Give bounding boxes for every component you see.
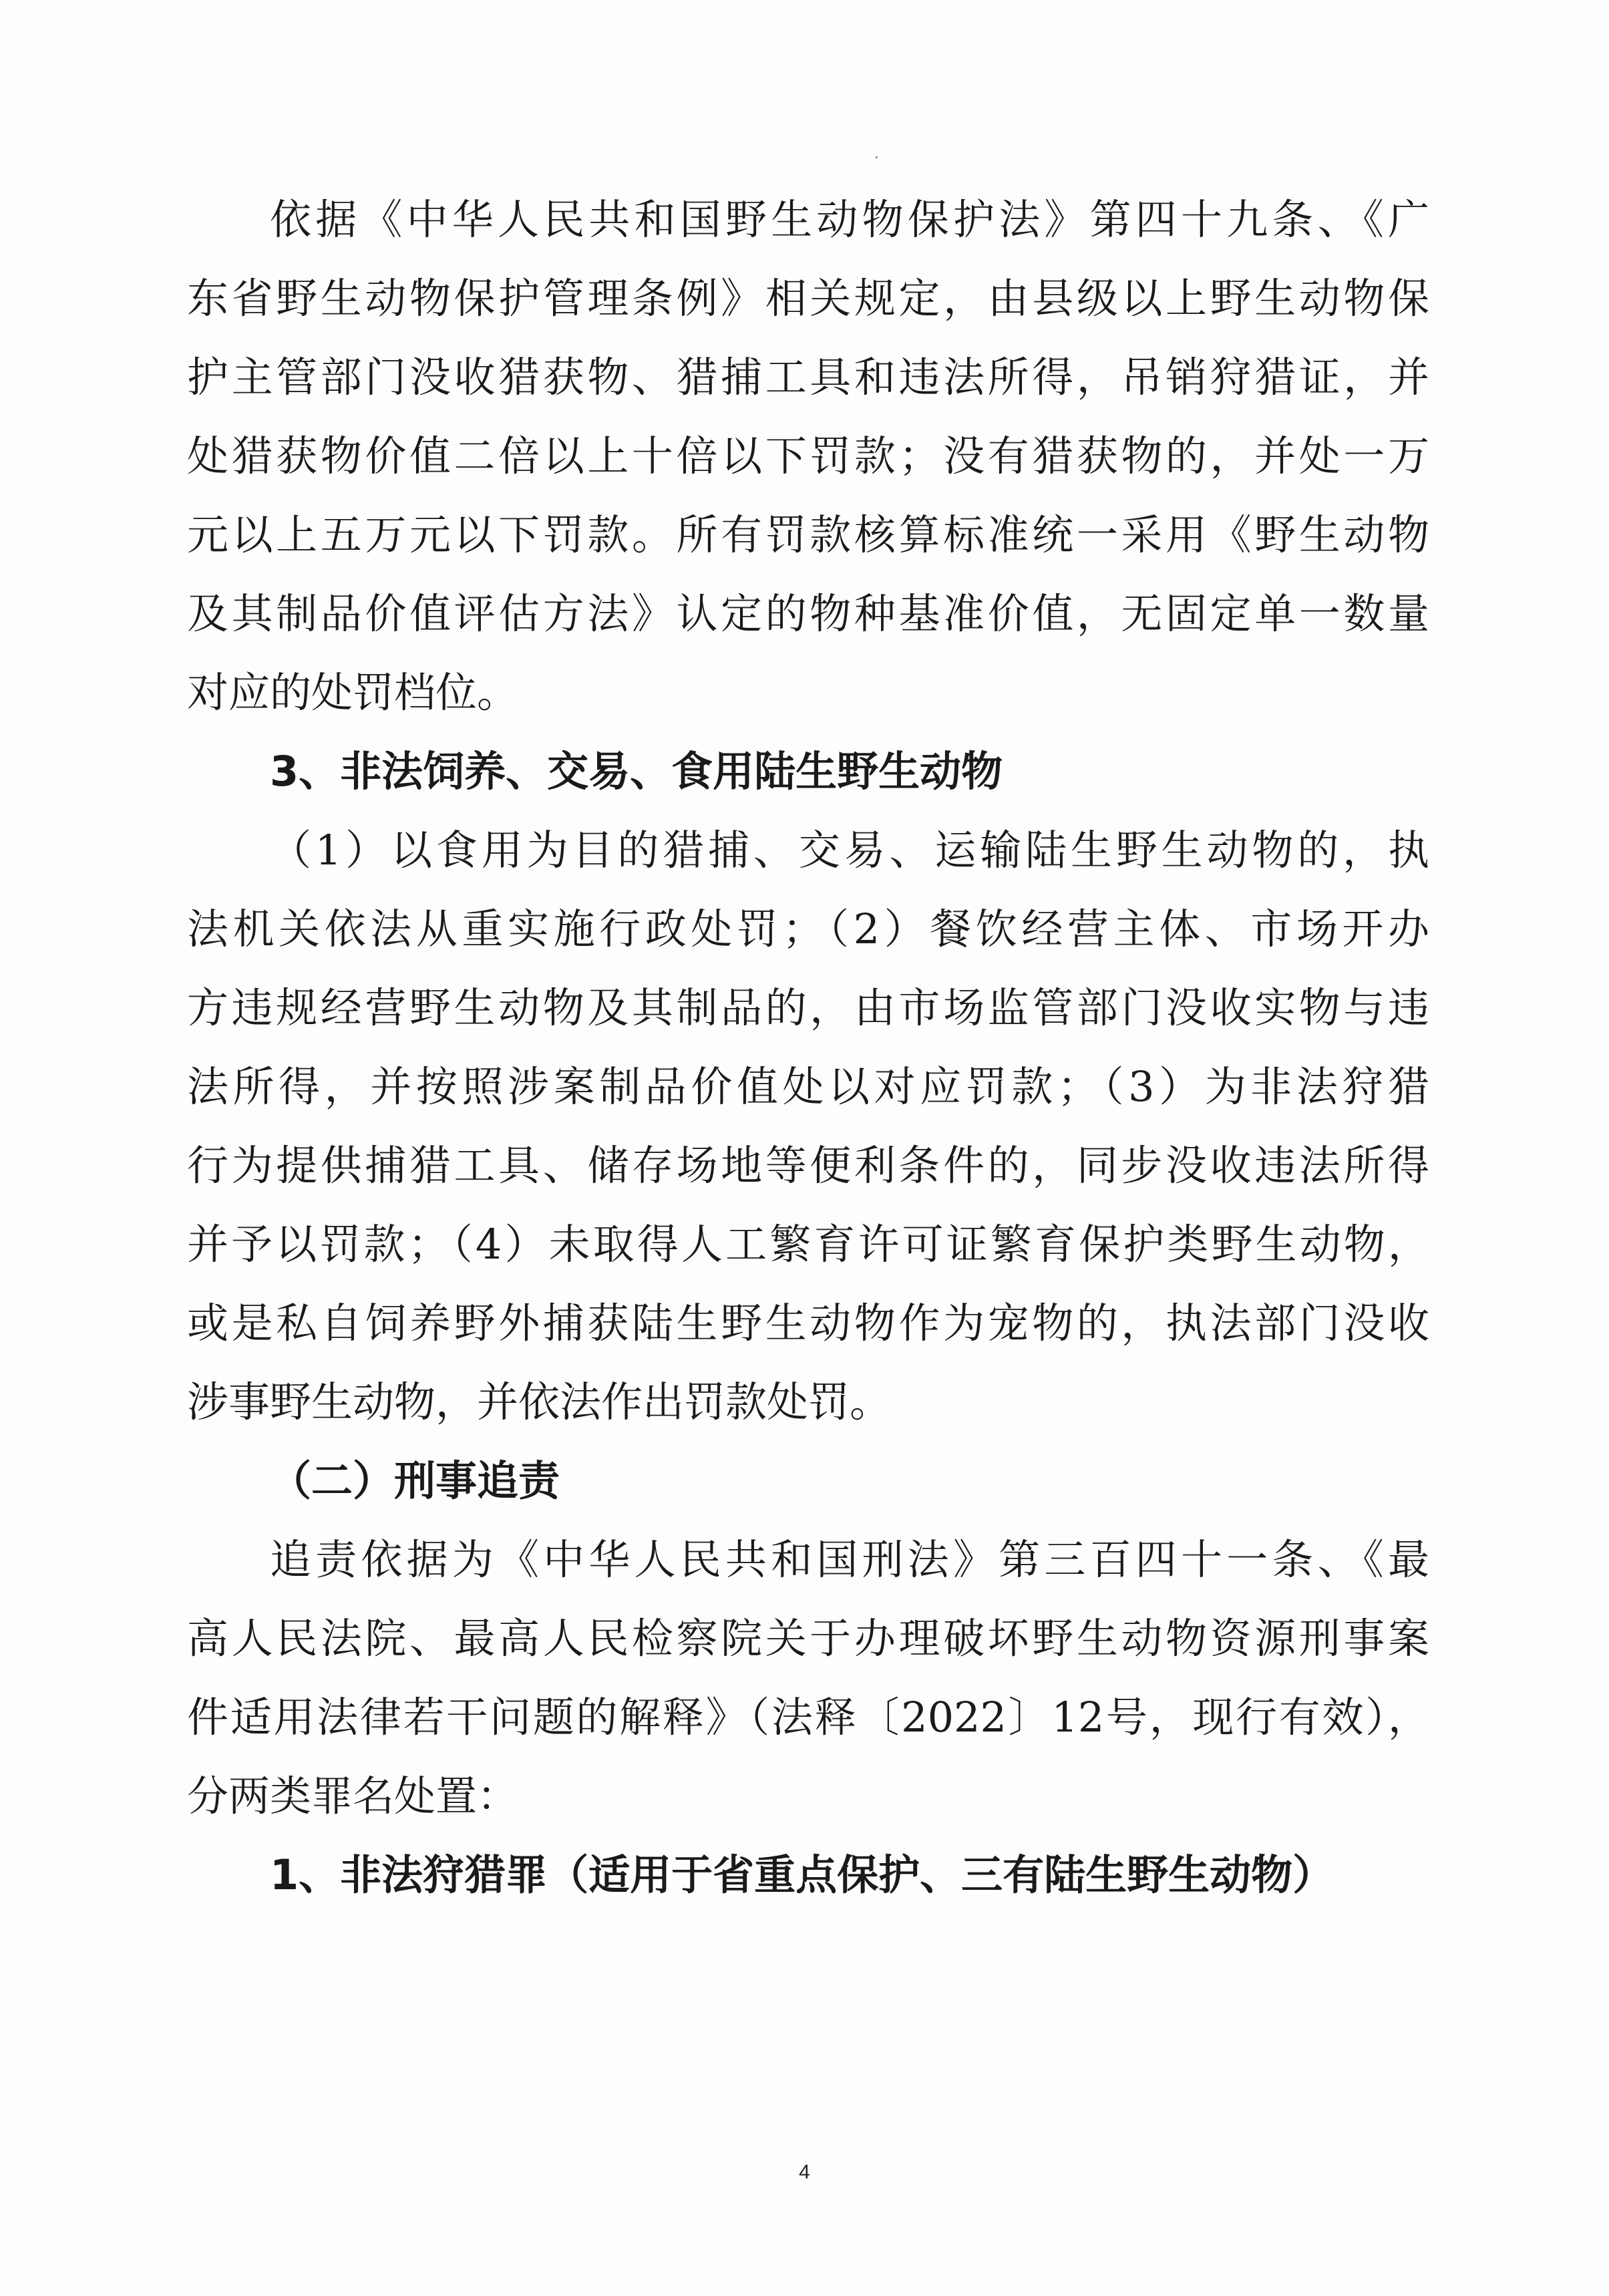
page-body — [187, 180, 1429, 1915]
paragraph-criminal-basis — [187, 1520, 1429, 1836]
section-heading-criminal: （二）刑事追责 — [270, 1456, 560, 1505]
text-line: 元以上五万元以下罚款。所有罚款核算标准统一采用《野生动物 — [187, 510, 1429, 559]
text-line: 追责依据为《中华人民共和国刑法》第三百四十一条、《最 — [270, 1535, 1429, 1584]
text-line: 处猎获物价值二倍以上十倍以下罚款；没有猎获物的，并处一万 — [187, 432, 1429, 480]
text-line: （1）以食用为目的猎捕、交易、运输陆生野生动物的，执 — [270, 826, 1429, 874]
text-line: 东省野生动物保护管理条例》相关规定，由县级以上野生动物保 — [187, 274, 1429, 323]
page-number: 4 — [799, 2161, 810, 2183]
text-line: 分两类罪名处置： — [187, 1772, 519, 1820]
paragraph-penalty-basis — [187, 180, 1429, 732]
scan-speck — [876, 156, 878, 158]
paragraph-illegal-keeping — [187, 811, 1429, 1442]
text-line: 依据《中华人民共和国野生动物保护法》第四十九条、《广 — [270, 195, 1429, 244]
section-heading-illegal-hunting: 1、非法狩猎罪（适用于省重点保护、三有陆生野生动物） — [270, 1850, 1334, 1899]
section-heading-illegal-keeping: 3、非法饲养、交易、食用陆生野生动物 — [270, 747, 1003, 796]
text-line: 及其制品价值评估方法》认定的物种基准价值，无固定单一数量 — [187, 589, 1429, 638]
text-line: 法所得，并按照涉案制品价值处以对应罚款；（3）为非法狩猎 — [187, 1062, 1429, 1111]
text-line: 法机关依法从重实施行政处罚；（2）餐饮经营主体、市场开办 — [187, 905, 1429, 953]
text-line: 涉事野生动物，并依法作出罚款处罚。 — [187, 1377, 892, 1426]
text-line: 高人民法院、最高人民检察院关于办理破坏野生动物资源刑事案 — [187, 1614, 1429, 1663]
text-line: 护主管部门没收猎获物、猎捕工具和违法所得，吊销狩猎证，并 — [187, 353, 1429, 401]
text-line: 方违规经营野生动物及其制品的，由市场监管部门没收实物与违 — [187, 983, 1429, 1032]
text-line: 并予以罚款；（4）未取得人工繁育许可证繁育保护类野生动物， — [187, 1220, 1429, 1269]
text-line: 件适用法律若干问题的解释》（法释〔2022〕12号，现行有效）， — [187, 1693, 1429, 1742]
text-line: 对应的处罚档位。 — [187, 668, 519, 717]
text-line: 或是私自饲养野外捕获陆生野生动物作为宠物的，执法部门没收 — [187, 1299, 1429, 1347]
text-line: 行为提供捕猎工具、储存场地等便利条件的，同步没收违法所得 — [187, 1141, 1429, 1190]
